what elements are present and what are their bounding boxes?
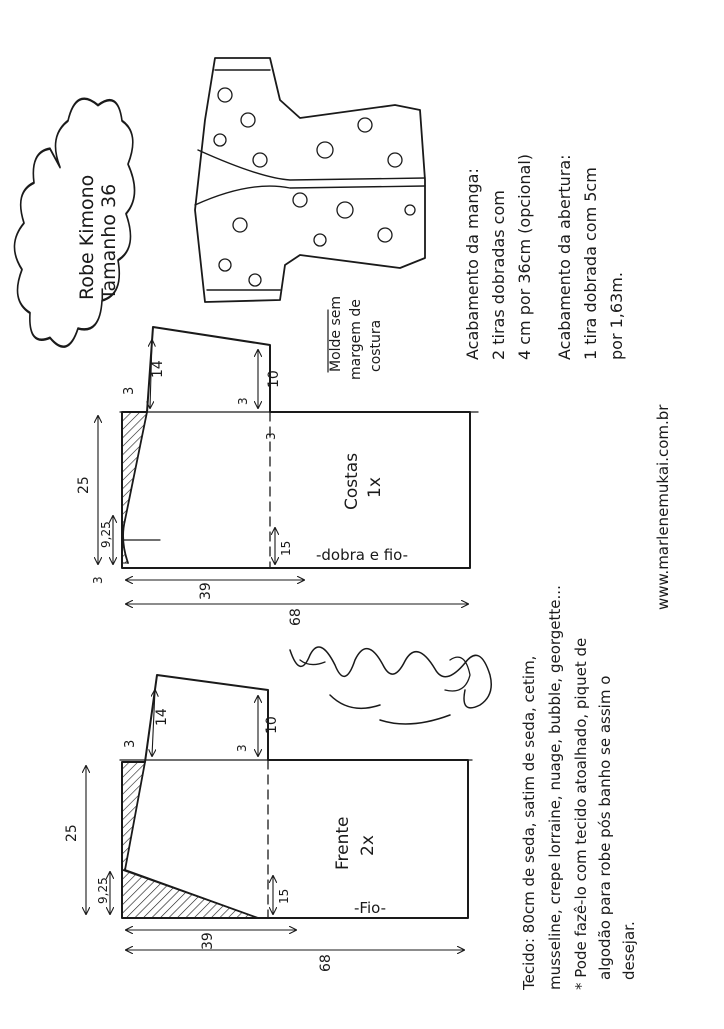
website-text: www.marlenemukai.com.br [654,404,672,610]
seam-note-line2: margem de [348,299,364,380]
fabric-notes [520,585,638,991]
fabric-line3: * Pode fazê-lo com tecido atoalhado, piquet de [572,637,590,990]
title-cloud [14,99,134,347]
back-dim-shoulder-drop-2: 3 [236,397,250,405]
back-dim-cuff: 10 [266,370,282,388]
fabric-line5: desejar. [620,921,638,980]
back-dim-armhole: 15 [279,540,293,556]
front-dim-height: 25 [64,824,80,842]
front-dim-total-len: 68 [318,954,334,972]
fabric-line4: algodão para robe pós banho se assim o [596,675,614,980]
back-piece-qty: 1x [365,477,385,498]
seam-note [328,296,384,380]
back-piece-name: Costas [342,452,362,510]
sleeve-finish-title: Acabamento da manga: [463,168,482,360]
opening-finish-title: Acabamento da abertura: [555,154,574,360]
back-pattern-piece [76,327,478,626]
sleeve-finish-line2: 4 cm por 36cm (opcional) [515,153,534,360]
front-dim-body-len: 39 [200,932,216,950]
front-dim-sleeve-len: 14 [154,708,170,726]
front-dim-cuff: 10 [264,716,280,734]
back-dim-bottom-3: 3 [91,576,105,584]
sleeve-finish-line1: 2 tiras dobradas com [489,190,508,360]
fabric-line2: musseline, crepe lorraine, nuage, bubble, georgette... [546,585,564,990]
back-dim-height: 25 [76,476,92,494]
opening-finish-line1: 1 tira dobrada com 5cm [581,167,600,360]
front-piece-qty: 2x [358,835,378,856]
kimono-illustration-icon [195,58,425,302]
front-dim-armhole: 15 [277,888,291,904]
back-dim-neck-width: 3 [264,432,278,440]
title-line2: Tamanho 36 [98,183,120,300]
front-pattern-piece [64,675,472,972]
back-dim-total-len: 68 [288,608,304,626]
back-fold-label: -dobra e fio- [315,546,409,564]
fabric-line1: Tecido: 80cm de seda, satim de seda, cetim, [520,655,538,990]
front-grain-label: -Fio- [354,899,386,917]
seam-note-line1: Molde sem [328,295,344,372]
back-dim-sleeve-len: 14 [150,360,166,378]
seam-note-line3: costura [368,319,384,372]
back-dim-shoulder-drop: 3 [122,386,137,395]
front-dim-shoulder-drop-2: 3 [235,744,249,752]
title-line1: Robe Kimono [76,174,98,300]
back-dim-body-len: 39 [198,582,214,600]
front-dim-neck-depth: 9,25 [96,877,110,904]
back-dim-neck-depth: 9,25 [99,521,113,548]
front-dim-shoulder-drop: 3 [123,739,138,748]
finishing-notes [463,154,626,360]
signature [290,647,491,724]
opening-finish-line2: por 1,63m. [607,272,626,360]
front-piece-name: Frente [333,816,353,870]
